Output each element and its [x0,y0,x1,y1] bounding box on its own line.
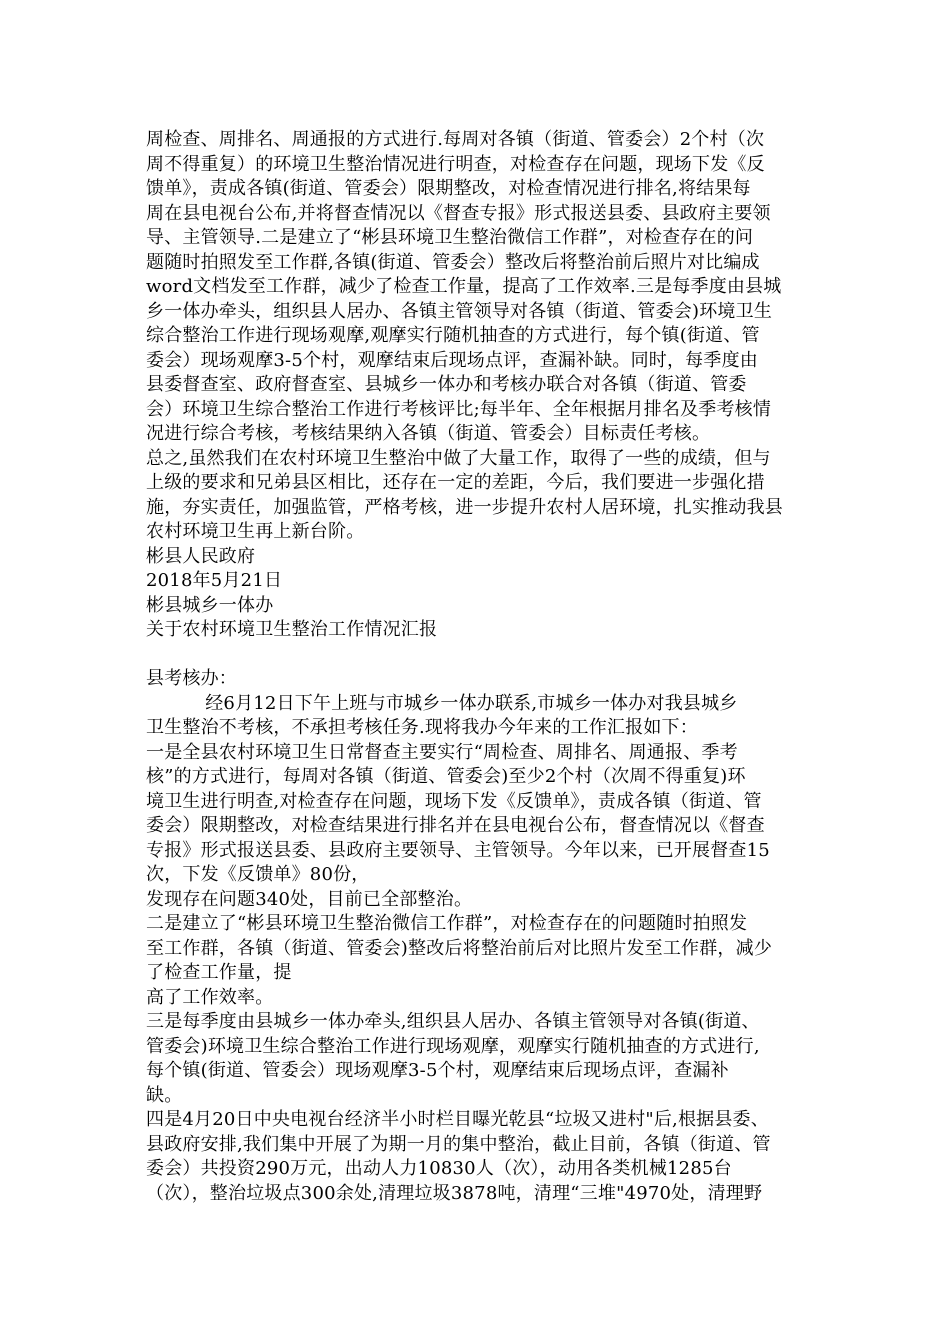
text-line: 题随时拍照发至工作群,各镇(街道、管委会）整改后将整治前后照片对比编成 [146,251,760,273]
text-line: 导、主管领导.二是建立了“彬县环境卫生整治微信工作群”，对检查存在的问 [146,227,754,248]
text-line: 高了工作效率。 [146,986,274,1008]
text-line: 经6月12日下午上班与市城乡一体办联系,市城乡一体办对我县城乡 [146,692,738,714]
text-line: 会）环境卫生综合整治工作进行考核评比;每半年、全年根据月排名及季考核情 [146,398,772,420]
text-line: 2018年5月21日 [146,570,283,591]
text-line: 县政府安排,我们集中开展了为期一月的集中整治，截止目前，各镇（街道、管 [146,1133,771,1155]
text-line: 卫生整治不考核，不承担考核任务.现将我办今年来的工作汇报如下： [146,717,698,738]
text-line: 总之,虽然我们在农村环境卫生整治中做了大量工作，取得了一些的成绩，但与 [146,447,771,469]
text-line: 综合整治工作进行现场观摩,观摩实行随机抽查的方式进行，每个镇(街道、管 [146,325,760,346]
text-line: 管委会)环境卫生综合整治工作进行现场观摩，观摩实行随机抽查的方式进行, [146,1035,760,1057]
text-line: 县委督查室、政府督查室、县城乡一体办和考核办联合对各镇（街道、管委 [146,374,747,395]
text-line: 上级的要求和兄弟县区相比，还存在一定的差距，今后，我们要进一步强化措 [146,472,765,493]
text-line: 核”的方式进行，每周对各镇（街道、管委会)至少2个村（次周不得重复)环 [146,766,746,787]
text-line: 至工作群，各镇（街道、管委会)整改后将整治前后对比照片发至工作群，减少 [146,937,773,959]
text-line: 境卫生进行明查,对检查存在问题，现场下发《反馈单》，责成各镇（街道、管 [146,790,762,812]
text-line: 施，夯实责任，加强监管，严格考核，进一步提升农村人居环境，扎实推动我县 [146,496,783,518]
text-line: （次），整治垃圾点300余处,清理垃圾3878吨，清理“三堆"4970处，清理野 [146,1182,763,1204]
text-line: 关于农村环境卫生整治工作情况汇报 [146,619,438,640]
text-line: 发现存在问题340处，目前已全部整治。 [146,888,473,910]
text-line: 缺。 [146,1084,183,1106]
text-line: 次，下发《反馈单》80份， [146,864,370,885]
text-line: 委会）限期整改，对检查结果进行排名并在县电视台公布，督查情况以《督查 [146,815,765,836]
text-line: word文档发至工作群，减少了检查工作量，提高了工作效率.三是每季度由县城 [146,276,782,297]
text-line: 彬县城乡一体办 [146,594,274,616]
text-line: 委会）共投资290万元，出动人力10830人（次），动用各类机械1285台 [146,1158,732,1179]
text-line: 县考核办： [146,668,237,689]
text-line: 四是4月20日中央电视台经济半小时栏目曝光乾县“垃圾又进村"后,根据县委、 [146,1109,769,1130]
text-line: 周检查、周排名、周通报的方式进行.每周对各镇（街道、管委会）2个村（次 [146,129,765,150]
text-line: 况进行综合考核，考核结果纳入各镇（街道、管委会）目标责任考核。 [146,423,711,444]
text-line: 彬县人民政府 [146,545,256,567]
text-line: 每个镇(街道、管委会）现场观摩3-5个村，观摩结束后现场点评，查漏补 [146,1060,729,1081]
text-line: 二是建立了“彬县环境卫生整治微信工作群”，对检查存在的问题随时拍照发 [146,913,748,934]
text-line: 乡一体办牵头，组织县人居办、各镇主管领导对各镇（街道、管委会)环境卫生 [146,300,773,322]
text-line: 农村环境卫生再上新台阶。 [146,521,365,542]
text-line: 周在县电视台公布,并将督查情况以《督查专报》形式报送县委、县政府主要领 [146,202,771,224]
text-line: 三是每季度由县城乡一体办牵头,组织县人居办、各镇主管领导对各镇(街道、 [146,1011,760,1032]
text-line: 了检查工作量，提 [146,962,292,983]
text-line: 一是全县农村环境卫生日常督查主要实行“周检查、周排名、周通报、季考 [146,741,738,763]
text-line: 专报》形式报送县委、县政府主要领导、主管领导。今年以来，已开展督查15 [146,839,770,861]
text-line: 委会）现场观摩3-5个村，观摩结束后现场点评，查漏补缺。同时，每季度由 [146,349,758,371]
text-line: 周不得重复）的环境卫生整治情况进行明查，对检查存在问题，现场下发《反 [146,153,765,175]
text-line: 馈单》，责成各镇(街道、管委会）限期整改，对检查情况进行排名,将结果每 [146,178,751,199]
